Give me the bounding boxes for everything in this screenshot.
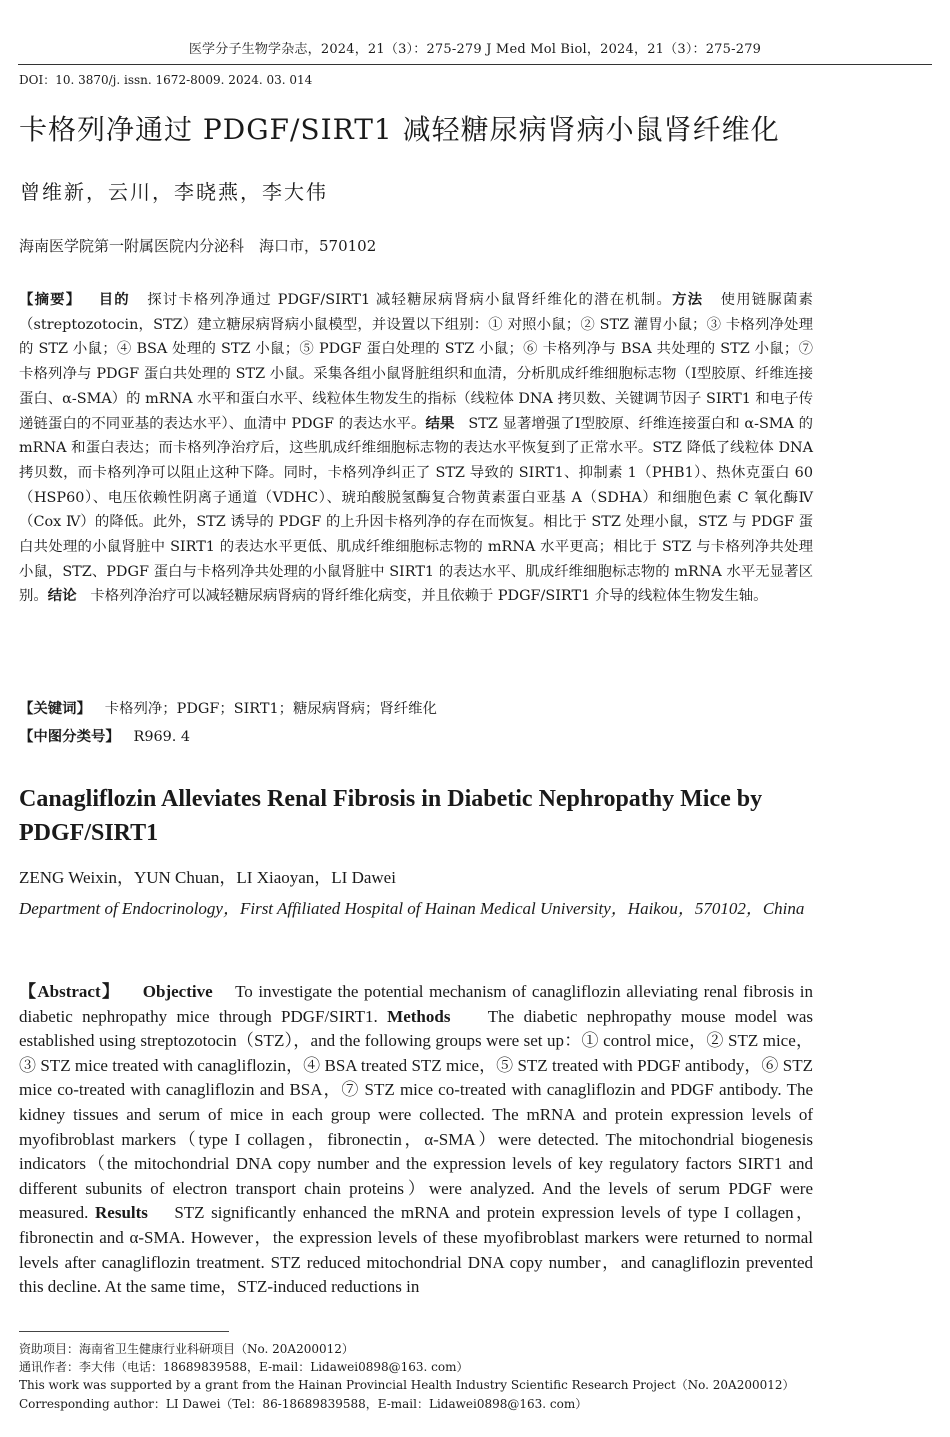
- funding-chinese: 资助项目：海南省卫生健康行业科研项目（No. 20A200012）: [19, 1342, 354, 1356]
- abstract-label: 【摘要】: [19, 292, 82, 308]
- keywords-text: 卡格列净；PDGF；SIRT1；糖尿病肾病；肾纤维化: [104, 701, 437, 717]
- classification-label: 【中图分类号】: [19, 729, 120, 745]
- en-results-label: Results: [95, 1203, 148, 1223]
- classification-text: R969. 4: [133, 729, 191, 745]
- conclusion-label: 结论: [47, 588, 77, 605]
- en-methods-label: Methods: [387, 1006, 451, 1026]
- footnote-rule: [19, 1331, 229, 1332]
- en-methods-text: The diabetic nephropathy mouse model was established using streptozotocin（STZ），and the following groups were set up：① control mice，② STZ mice，③ STZ mice treated with canagliflozin，④ BSA treated STZ mice，⑤ STZ treated with PDGF antibody，⑥ STZ mice co-treated with canagliflozin and BSA，⑦ STZ mice co-treated with canagliflozin and PDGF antibody. The kidney tissues and serum of mice in each group were collected. The mRNA and protein expression levels of myofibroblast markers（type I collagen，fibronectin，α-SMA）were detected. The mitochondrial biogenesis indicators（the mitochondrial DNA copy number and the expression levels of key regulatory factors SIRT1 and different subunits of electron transport chain proteins）were analyzed. And the levels of serum PDGF were measured.: [19, 1006, 814, 1223]
- corresponding-author-chinese: 通讯作者：李大伟（电话：18689839588，E-mail：Lidawei0898@163. com）: [19, 1360, 469, 1375]
- footnotes: [19, 1340, 795, 1413]
- en-results-text: STZ significantly enhanced the mRNA and protein expression levels of type I collagen，fibronectin and α-SMA. However，the expression levels of these myofibroblast markers were returned to normal levels after canagliflozin treatment. STZ reduced mitochondrial DNA copy number，and canagliflozin prevented this decline. At the same time，STZ-induced reductions in: [19, 1203, 813, 1297]
- header-rule: [18, 64, 932, 65]
- doi: DOI：10. 3870/j. issn. 1672-8009. 2024. 03. 014: [19, 73, 313, 87]
- objective-label: 目的: [98, 292, 130, 308]
- chinese-title: 卡格列净通过 PDGF/SIRT1 减轻糖尿病肾病小鼠肾纤维化: [19, 113, 780, 146]
- results-text: STZ 显著增强了Ⅰ型胶原、纤维连接蛋白和 α-SMA 的 mRNA 和蛋白表达；而卡格列净治疗后，这些肌成纤维细胞标志物的表达水平恢复到了正常水平。STZ 降低了线粒体 DNA 拷贝数，而卡格列净可以阻止这种下降。同时，卡格列净纠正了 STZ 导致的 SIRT1、抑制素 1（PHB1）、热休克蛋白 60（HSP60）、电压依赖性阴离子通道（VDHC）、琥珀酸脱氢酶复合物黄素蛋白亚基 A（SDHA）和细胞色素 C 氧化酶Ⅳ（Cox Ⅳ）的降低。此外，STZ 诱导的 PDGF 的上升因卡格列净的存在而恢复。相比于 STZ 处理小鼠，STZ 与 PDGF 蛋白共处理的小鼠肾脏中 SIRT1 的表达水平更低、肌成纤维细胞标志物的 mRNA 水平更高；相比于 STZ 与卡格列净共处理小鼠，STZ、PDGF 蛋白与卡格列净共处理的小鼠肾脏中 SIRT1 的表达水平、肌成纤维细胞标志物的 mRNA 水平无显著区别。: [19, 415, 813, 605]
- en-objective-text: To investigate the potential mechanism of canagliflozin alleviating renal fibrosis in diabetic nephropathy mice through PDGF/SIRT1.: [19, 982, 814, 1026]
- classification-number: [19, 725, 190, 749]
- keywords-label: 【关键词】: [19, 701, 91, 717]
- methods-label: 方法: [672, 292, 704, 308]
- english-authors: ZENG Weixin，YUN Chuan，LI Xiaoyan，LI Dawei: [19, 868, 396, 887]
- english-title: Canagliflozin Alleviates Renal Fibrosis in Diabetic Nephropathy Mice by PDGF/SIRT1: [19, 786, 763, 846]
- conclusion-text: 卡格列净治疗可以减轻糖尿病肾病的肾纤维化病变，并且依赖于 PDGF/SIRT1 介导的线粒体生物发生轴。: [90, 588, 768, 605]
- objective-text: 探讨卡格列净通过 PDGF/SIRT1 减轻糖尿病肾病小鼠肾纤维化的潜在机制。: [147, 292, 673, 308]
- results-label: 结果: [425, 415, 455, 432]
- funding-english: This work was supported by a grant from the Hainan Provincial Health Industry Scientific Research Project（No. 20A200012）: [19, 1378, 795, 1393]
- methods-text: 使用链脲菌素（streptozotocin，STZ）建立糖尿病肾病小鼠模型，并设置以下组别：① 对照小鼠；② STZ 灌胃小鼠；③ 卡格列净处理的 STZ 小鼠；④ BSA 处理的 STZ 小鼠；⑤ PDGF 蛋白处理的 STZ 小鼠；⑥ 卡格列净与 BSA 共处理的 STZ 小鼠；⑦ 卡格列净与 PDGF 蛋白共处理的 STZ 小鼠。采集各组小鼠肾脏组织和血清，分析肌成纤维细胞标志物（Ⅰ型胶原、纤维连接蛋白、α-SMA）的 mRNA 水平和蛋白水平、线粒体生物发生的指标（线粒体 DNA 拷贝数、关键调节因子 SIRT1 和电子传递链蛋白的不同亚基的表达水平）、血清中 PDGF 的表达水平。: [19, 292, 813, 432]
- english-affiliation: Department of Endocrinology，First Affiliated Hospital of Hainan Medical University，Haikou，570102，China: [19, 899, 805, 918]
- chinese-affiliation: 海南医学院第一附属医院内分泌科 海口市，570102: [19, 237, 377, 255]
- chinese-authors: 曾维新，云川，李晓燕，李大伟: [20, 180, 328, 204]
- chinese-keywords: [19, 697, 437, 721]
- english-abstract: [19, 980, 813, 1300]
- en-abstract-label: 【Abstract】: [19, 982, 121, 1001]
- en-objective-label: Objective: [142, 982, 213, 1001]
- corresponding-author-english: Corresponding author：LI Dawei（Tel：86-18689839588，E-mail：Lidawei0898@163. com）: [19, 1396, 588, 1411]
- running-head: 医学分子生物学杂志，2024，21（3）：275-279 J Med Mol Biol，2024，21（3）：275-279: [188, 42, 762, 57]
- chinese-abstract: [19, 288, 813, 609]
